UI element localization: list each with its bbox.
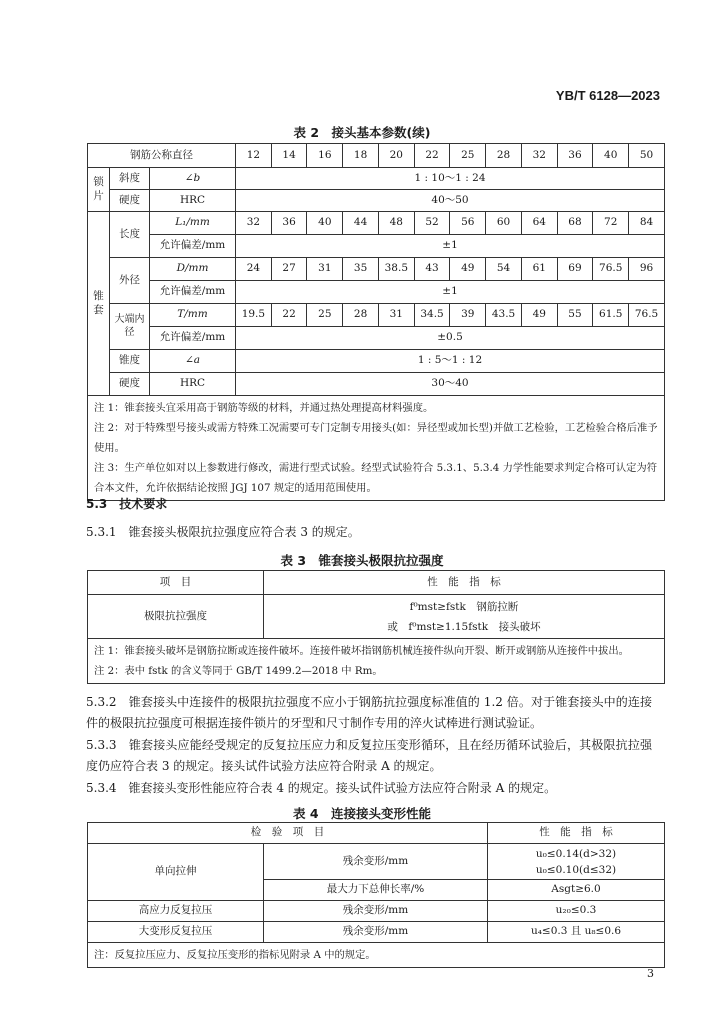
para-5-3-1: 5.3.1 锥套接头极限抗拉强度应符合表 3 的规定。 [86, 525, 360, 539]
diameter-cell: 40 [593, 144, 629, 168]
residual-deformation-values [488, 844, 665, 880]
table2-notes [88, 396, 665, 501]
cone-hardness-value: 30～40 [236, 373, 665, 396]
table4-col-index: 性 能 指 标 [488, 823, 665, 844]
para-5-3-4: 5.3.4 锥套接头变形性能应符合表 4 的规定。接头试件试验方法应符合附录 A 的规定。 [86, 781, 557, 795]
length-cell: 60 [486, 212, 522, 235]
outer-cell: 61 [521, 258, 557, 281]
table2-caption: 表 2 接头基本参数(续) [293, 125, 431, 140]
uniaxial-tension-label: 单向拉伸 [88, 844, 264, 901]
diameter-cell: 32 [521, 144, 557, 168]
standard-code: YB/T 6128—2023 [555, 88, 660, 103]
para-5-3-2: 5.3.2 锥套接头中连接件的极限抗拉强度不应小于钢筋抗拉强度标准值的 1.2 倍。对于锥套接头中的连接件的极限抗拉强度可根据连接件锁片的牙型和尺寸制作专用的淬火试棒进行测试验证。 [86, 695, 652, 730]
length-tol-value: ±1 [236, 235, 665, 258]
outer-cell: 35 [343, 258, 379, 281]
table3-notes [88, 639, 665, 684]
para-5-3-3: 5.3.3 锥套接头应能经受规定的反复拉压应力和反复拉压变形循环，且在经历循环试验后，其极限抗拉强度仍应符合表 3 的规定。接头试件试验方法应符合附录 A 的规定。 [86, 738, 652, 773]
length-cell: 72 [593, 212, 629, 235]
bigend-cell: 49 [521, 304, 557, 327]
high-stress-value: u₂₀≤0.3 [488, 901, 665, 922]
outer-cell: 96 [629, 258, 665, 281]
table4-note: 注：反复拉压应力、反复拉压变形的指标见附录 A 中的规定。 [88, 943, 665, 968]
high-stress-item: 残余变形/mm [264, 901, 488, 922]
high-stress-label: 高应力反复拉压 [88, 901, 264, 922]
elongation-label: 最大力下总伸长率/% [264, 880, 488, 901]
diameter-cell: 22 [414, 144, 450, 168]
table3 [87, 570, 665, 684]
length-cell: 56 [450, 212, 486, 235]
taper-label: 锥度 [110, 350, 150, 373]
outer-cell: 43 [414, 258, 450, 281]
table4 [87, 822, 665, 968]
length-cell: 64 [521, 212, 557, 235]
large-deformation-value: u₄≤0.3 且 u₈≤0.6 [488, 922, 665, 943]
bigend-cell: 34.5 [414, 304, 450, 327]
cone-hardness-label: 硬度 [110, 373, 150, 396]
diameter-header: 钢筋公称直径 [88, 144, 236, 168]
length-symbol: L₁/mm [150, 212, 236, 235]
bigend-cell: 43.5 [486, 304, 522, 327]
bigend-cell: 28 [343, 304, 379, 327]
taper-value: 1 : 5～1 : 12 [236, 350, 665, 373]
diameter-cell: 20 [378, 144, 414, 168]
table2 [87, 143, 665, 501]
hardness-label: 硬度 [110, 190, 150, 212]
diameter-cell: 14 [271, 144, 307, 168]
residual-value-1: u₀≤0.14(d>32) [535, 847, 617, 860]
bigend-cell: 55 [557, 304, 593, 327]
length-cell: 48 [378, 212, 414, 235]
large-deformation-item: 残余变形/mm [264, 922, 488, 943]
slope-label: 斜度 [110, 168, 150, 190]
table2-note-3: 注 3：生产单位如对以上参数进行修改，需进行型式试验。经型式试验符合 5.3.1、5.3.4 力学性能要求判定合格可认定为符合本文件，允许依据结论按照 JGJ 107 规定的适用范围使用。 [94, 462, 658, 494]
large-deformation-label: 大变形反复拉压 [88, 922, 264, 943]
length-cell: 84 [629, 212, 665, 235]
outer-cell: 49 [450, 258, 486, 281]
bigend-tol-label: 允许偏差/mm [150, 327, 236, 350]
outer-cell: 24 [236, 258, 272, 281]
table3-col-index: 性 能 指 标 [264, 571, 665, 595]
bigend-symbol: T/mm [150, 304, 236, 327]
outer-tol-value: ±1 [236, 281, 665, 304]
length-cell: 68 [557, 212, 593, 235]
bigend-cell: 76.5 [629, 304, 665, 327]
outer-label: 外径 [110, 258, 150, 304]
bigend-cell: 25 [307, 304, 343, 327]
diameter-cell: 36 [557, 144, 593, 168]
elongation-value: Asgt≥6.0 [488, 880, 665, 901]
cone-hardness-unit: HRC [150, 373, 236, 396]
table2-note-2: 注 2：对于特殊型号接头或需方特殊工况需要可专门定制专用接头(如：异径型或加长型)并做工艺检验，工艺检验合格后准予使用。 [94, 422, 658, 454]
length-cell: 36 [271, 212, 307, 235]
outer-cell: 31 [307, 258, 343, 281]
tensile-line-1: f⁰mst≥fstk 钢筋拉断 [409, 600, 519, 613]
table3-col-item: 项 目 [88, 571, 264, 595]
tensile-strength-label: 极限抗拉强度 [88, 595, 264, 639]
outer-cell: 54 [486, 258, 522, 281]
diameter-cell: 18 [343, 144, 379, 168]
group-suopian: 锁片 [88, 168, 110, 212]
length-label: 长度 [110, 212, 150, 258]
hardness-unit: HRC [150, 190, 236, 212]
bigend-cell: 19.5 [236, 304, 272, 327]
outer-cell: 27 [271, 258, 307, 281]
diameter-cell: 16 [307, 144, 343, 168]
hardness-value: 40～50 [236, 190, 665, 212]
table4-col-item: 检 验 项 目 [88, 823, 488, 844]
diameter-cell: 12 [236, 144, 272, 168]
section-title: 5.3 技术要求 [86, 497, 168, 511]
diameter-cell: 50 [629, 144, 665, 168]
group-zhuitao: 锥套 [88, 212, 110, 396]
bigend-label: 大端内径 [110, 304, 150, 350]
slope-symbol: ∠b [150, 168, 236, 190]
table2-header-row [88, 144, 665, 168]
length-cell: 52 [414, 212, 450, 235]
tensile-strength-values [264, 595, 665, 639]
tensile-line-2: 或 f⁰mst≥1.15fstk 接头破坏 [387, 620, 541, 633]
outer-cell: 76.5 [593, 258, 629, 281]
outer-cell: 38.5 [378, 258, 414, 281]
page-number: 3 [647, 967, 654, 980]
bigend-cell: 61.5 [593, 304, 629, 327]
residual-deformation-label: 残余变形/mm [264, 844, 488, 880]
outer-tol-label: 允许偏差/mm [150, 281, 236, 304]
diameter-cell: 28 [486, 144, 522, 168]
length-cell: 44 [343, 212, 379, 235]
diameter-cell: 25 [450, 144, 486, 168]
table2-note-1: 注 1：锥套接头宜采用高于钢筋等级的材料，并通过热处理提高材料强度。 [94, 402, 434, 414]
length-cell: 40 [307, 212, 343, 235]
bigend-tol-value: ±0.5 [236, 327, 665, 350]
residual-value-2: u₀≤0.10(d≤32) [535, 863, 617, 876]
bigend-cell: 22 [271, 304, 307, 327]
bigend-cell: 31 [378, 304, 414, 327]
bigend-cell: 39 [450, 304, 486, 327]
table3-note-2: 注 2：表中 fstk 的含义等同于 GB/T 1499.2—2018 中 Rm。 [94, 665, 383, 677]
outer-cell: 69 [557, 258, 593, 281]
table3-caption: 表 3 锥套接头极限抗拉强度 [280, 553, 444, 568]
length-tol-label: 允许偏差/mm [150, 235, 236, 258]
length-cell: 32 [236, 212, 272, 235]
table3-note-1: 注 1：锥套接头破坏是钢筋拉断或连接件破坏。连接件破坏指钢筋机械连接件纵向开裂、断开或钢筋从连接件中拔出。 [94, 645, 629, 657]
outer-symbol: D/mm [150, 258, 236, 281]
slope-value: 1 : 10～1 : 24 [236, 168, 665, 190]
taper-symbol: ∠a [150, 350, 236, 373]
table4-caption: 表 4 连接接头变形性能 [292, 806, 432, 821]
